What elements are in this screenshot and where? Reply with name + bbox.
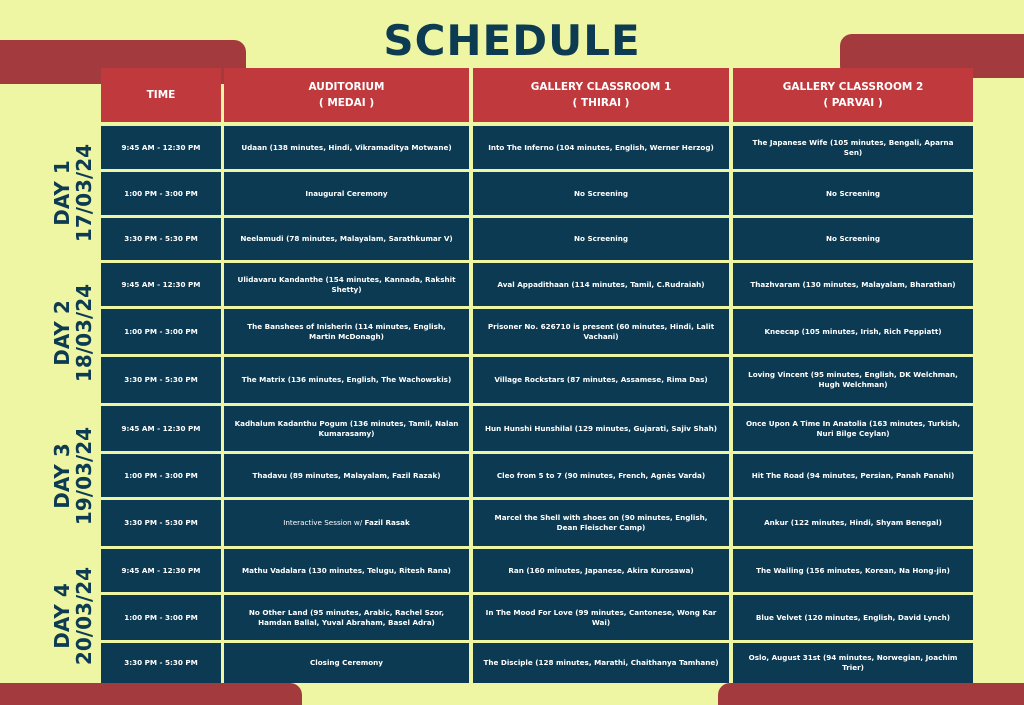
screening-title: Kneecap (105 minutes, Irish, Rich Peppiatt) [764, 326, 942, 336]
screening-title: The Disciple (128 minutes, Marathi, Chaithanya Tamhane) [483, 658, 719, 667]
screening-title: The Matrix (136 minutes, English, The Wachowskis) [241, 375, 452, 384]
screening-title: Neelamudi (78 minutes, Malayalam, Sarathkumar V) [240, 234, 453, 243]
cell-gallery-2 [733, 263, 973, 306]
screening-title: Village Rockstars (87 minutes, Assamese, Rima Das) [494, 375, 708, 384]
time-slot: 9:45 AM - 12:30 PM [121, 565, 201, 575]
day-date: 17/03/24 [72, 143, 96, 243]
header-auditorium [224, 68, 469, 122]
cell-gallery-2 [733, 454, 973, 497]
screening-title: Prisoner No. 626710 is present (60 minutes, Hindi, Lalit Vachani) [487, 321, 715, 341]
screening-title: Once Upon A Time In Anatolia (163 minutes, Turkish, Nuri Bilge Ceylan) [745, 418, 961, 438]
cell-auditorium [224, 549, 469, 592]
time-slot: 3:30 PM - 5:30 PM [124, 234, 198, 243]
cell-gallery-2 [733, 357, 973, 403]
time-slot: 1:00 PM - 3:00 PM [124, 188, 198, 198]
header-gallery-1 [473, 68, 729, 122]
day-date: 20/03/24 [72, 566, 96, 666]
screening-title: Mathu Vadalara (130 minutes, Telugu, Ritesh Rana) [242, 565, 451, 575]
cell-gallery-1 [473, 643, 729, 683]
cell-gallery-1 [473, 357, 729, 403]
decor-band-bottom-left [0, 683, 302, 705]
decor-band-bottom-right [718, 683, 1024, 705]
screening-title: The Banshees of Inisherin (114 minutes, English, Martin McDonagh) [247, 321, 446, 341]
day-date: 18/03/24 [72, 283, 96, 383]
cell-gallery-1 [473, 549, 729, 592]
cell-auditorium [224, 172, 469, 215]
cell-time [101, 126, 221, 169]
cell-auditorium [224, 595, 469, 640]
day-number: DAY 4 [50, 583, 74, 649]
screening-title: No Screening [573, 234, 629, 243]
day-number: DAY 1 [50, 160, 74, 226]
cell-time [101, 357, 221, 403]
cell-time [101, 595, 221, 640]
cell-time [101, 263, 221, 306]
header-auditorium-name: AUDITORIUM [308, 81, 385, 93]
cell-gallery-1 [473, 406, 729, 451]
cell-gallery-1 [473, 595, 729, 640]
screening-title: No Other Land (95 minutes, Arabic, Rachel Szor, Hamdan Ballal, Yuval Abraham, Basel Adra) [248, 607, 445, 627]
screening-title: Hit The Road (94 minutes, Persian, Panah Panahi) [751, 470, 955, 480]
screening-title: Aval Appadithaan (114 minutes, Tamil, C.Rudraiah) [497, 279, 705, 289]
screening-title: Loving Vincent (95 minutes, English, DK Welchman, Hugh Welchman) [748, 370, 958, 389]
cell-time [101, 172, 221, 215]
cell-gallery-1 [473, 126, 729, 169]
cell-auditorium [224, 263, 469, 306]
cell-gallery-1 [473, 263, 729, 306]
screening-title: Ankur (122 minutes, Hindi, Shyam Benegal) [764, 518, 942, 527]
time-slot: 9:45 AM - 12:30 PM [121, 142, 201, 152]
screening-title: Inaugural Ceremony [305, 188, 388, 198]
cell-gallery-2 [733, 595, 973, 640]
cell-auditorium [224, 218, 469, 260]
day-date: 19/03/24 [72, 426, 96, 526]
interactive-session-label: Interactive Session w/ [283, 518, 365, 527]
cell-gallery-1 [473, 172, 729, 215]
cell-gallery-1 [473, 309, 729, 354]
header-gallery-2-name: GALLERY CLASSROOM 2 [782, 81, 924, 93]
cell-time [101, 500, 221, 546]
page-title: SCHEDULE [383, 16, 641, 65]
cell-auditorium [224, 406, 469, 451]
header-gallery-2 [733, 68, 973, 122]
screening-title: Thazhvaram (130 minutes, Malayalam, Bharathan) [750, 279, 956, 289]
screening-title: No Screening [825, 234, 881, 243]
screening-title: Ulidavaru Kandanthe (154 minutes, Kannada, Rakshit Shetty) [237, 274, 456, 294]
header-gallery-1-sub: ( THIRAI ) [572, 97, 630, 109]
time-slot: 1:00 PM - 3:00 PM [124, 326, 198, 336]
cell-gallery-2 [733, 309, 973, 354]
screening-title: In The Mood For Love (99 minutes, Cantonese, Wong Kar Wai) [485, 607, 717, 627]
screening-title: Kadhalum Kadanthu Pogum (136 minutes, Tamil, Nalan Kumarasamy) [234, 418, 459, 438]
time-slot: 9:45 AM - 12:30 PM [121, 279, 201, 289]
day-number: DAY 2 [50, 300, 74, 366]
cell-time [101, 643, 221, 683]
time-slot: 3:30 PM - 5:30 PM [124, 518, 198, 527]
header-gallery-1-name: GALLERY CLASSROOM 1 [530, 81, 672, 93]
header-time-label: TIME [146, 89, 176, 101]
time-slot: 1:00 PM - 3:00 PM [124, 612, 198, 622]
screening-title: The Wailing (156 minutes, Korean, Na Hong-jin) [756, 565, 950, 575]
screening-title: Marcel the Shell with shoes on (90 minutes, English, Dean Fleischer Camp) [494, 513, 708, 532]
screening-title: Into The Inferno (104 minutes, English, Werner Herzog) [488, 142, 714, 152]
cell-gallery-2 [733, 643, 973, 683]
cell-time [101, 406, 221, 451]
screening-title: Udaan (138 minutes, Hindi, Vikramaditya Motwane) [241, 142, 452, 152]
cell-gallery-2 [733, 406, 973, 451]
screening-title: Oslo, August 31st (94 minutes, Norwegian, Joachim Trier) [748, 653, 958, 672]
header-auditorium-sub: ( MEDAI ) [318, 97, 375, 109]
interactive-session-guest: Fazil Rasak [364, 518, 410, 527]
cell-gallery-1 [473, 500, 729, 546]
cell-gallery-2 [733, 126, 973, 169]
screening-title: Closing Ceremony [310, 658, 383, 667]
header-time [101, 68, 221, 122]
cell-auditorium [224, 309, 469, 354]
cell-auditorium [224, 500, 469, 546]
cell-gallery-1 [473, 454, 729, 497]
cell-gallery-1 [473, 218, 729, 260]
cell-time [101, 218, 221, 260]
screening-title: Thadavu (89 minutes, Malayalam, Fazil Razak) [252, 470, 441, 480]
cell-gallery-2 [733, 549, 973, 592]
cell-auditorium [224, 357, 469, 403]
screening-title: Ran (160 minutes, Japanese, Akira Kurosawa) [508, 565, 694, 575]
time-slot: 9:45 AM - 12:30 PM [121, 423, 201, 433]
time-slot: 1:00 PM - 3:00 PM [124, 470, 198, 480]
screening-title: The Japanese Wife (105 minutes, Bengali, Aparna Sen) [752, 137, 954, 157]
cell-auditorium [224, 643, 469, 683]
cell-auditorium [224, 454, 469, 497]
cell-gallery-2 [733, 218, 973, 260]
time-slot: 3:30 PM - 5:30 PM [124, 375, 198, 384]
screening-title: Blue Velvet (120 minutes, English, David Lynch) [755, 612, 951, 622]
cell-time [101, 454, 221, 497]
cell-auditorium [224, 126, 469, 169]
cell-time [101, 309, 221, 354]
screening-title: Cleo from 5 to 7 (90 minutes, French, Agnès Varda) [496, 470, 706, 480]
cell-time [101, 549, 221, 592]
day-number: DAY 3 [50, 443, 74, 509]
header-gallery-2-sub: ( PARVAI ) [823, 97, 883, 109]
cell-gallery-2 [733, 172, 973, 215]
screening-title: No Screening [573, 188, 629, 198]
time-slot: 3:30 PM - 5:30 PM [124, 658, 198, 667]
screening-title: Hun Hunshi Hunshilal (129 minutes, Gujarati, Sajiv Shah) [484, 423, 718, 433]
cell-gallery-2 [733, 500, 973, 546]
screening-title: No Screening [825, 188, 881, 198]
